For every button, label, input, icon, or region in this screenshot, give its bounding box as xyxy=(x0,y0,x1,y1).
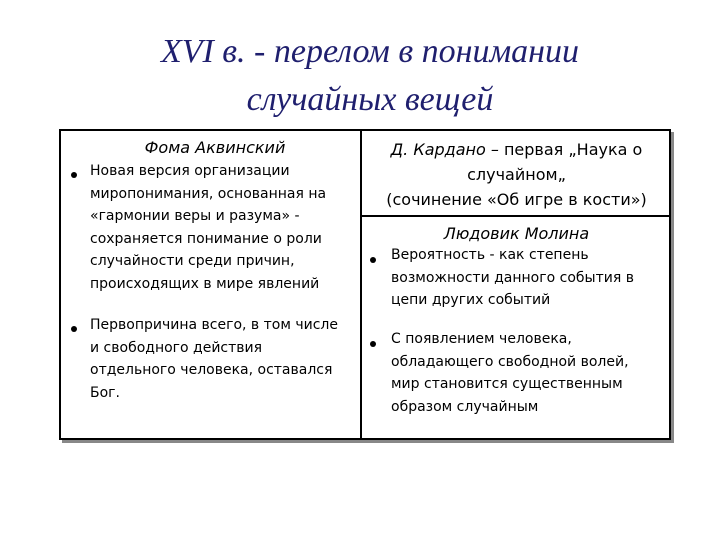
right-heading: Людовик Молина xyxy=(443,224,590,243)
bullet-icon xyxy=(370,341,376,347)
slide-title xyxy=(60,28,680,124)
right-top-cell xyxy=(364,137,669,212)
left-item-2: Первопричина всего, в том числе и свободного действия отдельного человека, оставался Бог. xyxy=(90,317,338,401)
left-item-1: Новая версия организации миропонимания, основанная на «гармонии веры и разума» - сохраняется понимание о роли случайности среди причин, происходящих в мире явлений xyxy=(90,163,327,292)
column-divider xyxy=(360,129,362,440)
bullet-icon xyxy=(370,257,376,263)
bullet-icon xyxy=(71,326,77,332)
kardano-line-3: (сочинение «Об игре в кости») xyxy=(386,190,647,209)
kardano-rest: первая „Наука о xyxy=(498,140,643,159)
bullet-icon xyxy=(71,172,77,178)
row-divider xyxy=(362,215,671,217)
kardano-line-2: случайном„ xyxy=(467,165,566,184)
kardano-name: Д. Кардано – xyxy=(390,140,499,159)
right-item-2: С появлением человека, обладающего свободной волей, мир становится существенным образом случайным xyxy=(391,331,629,415)
title-line-1: XVI в. - перелом в понимании xyxy=(160,33,580,70)
title-line-2: случайных вещей xyxy=(246,81,494,118)
left-heading: Фома Аквинский xyxy=(144,138,286,157)
right-item-1: Вероятность - как степень возможности данного события в цепи других событий xyxy=(391,247,634,308)
